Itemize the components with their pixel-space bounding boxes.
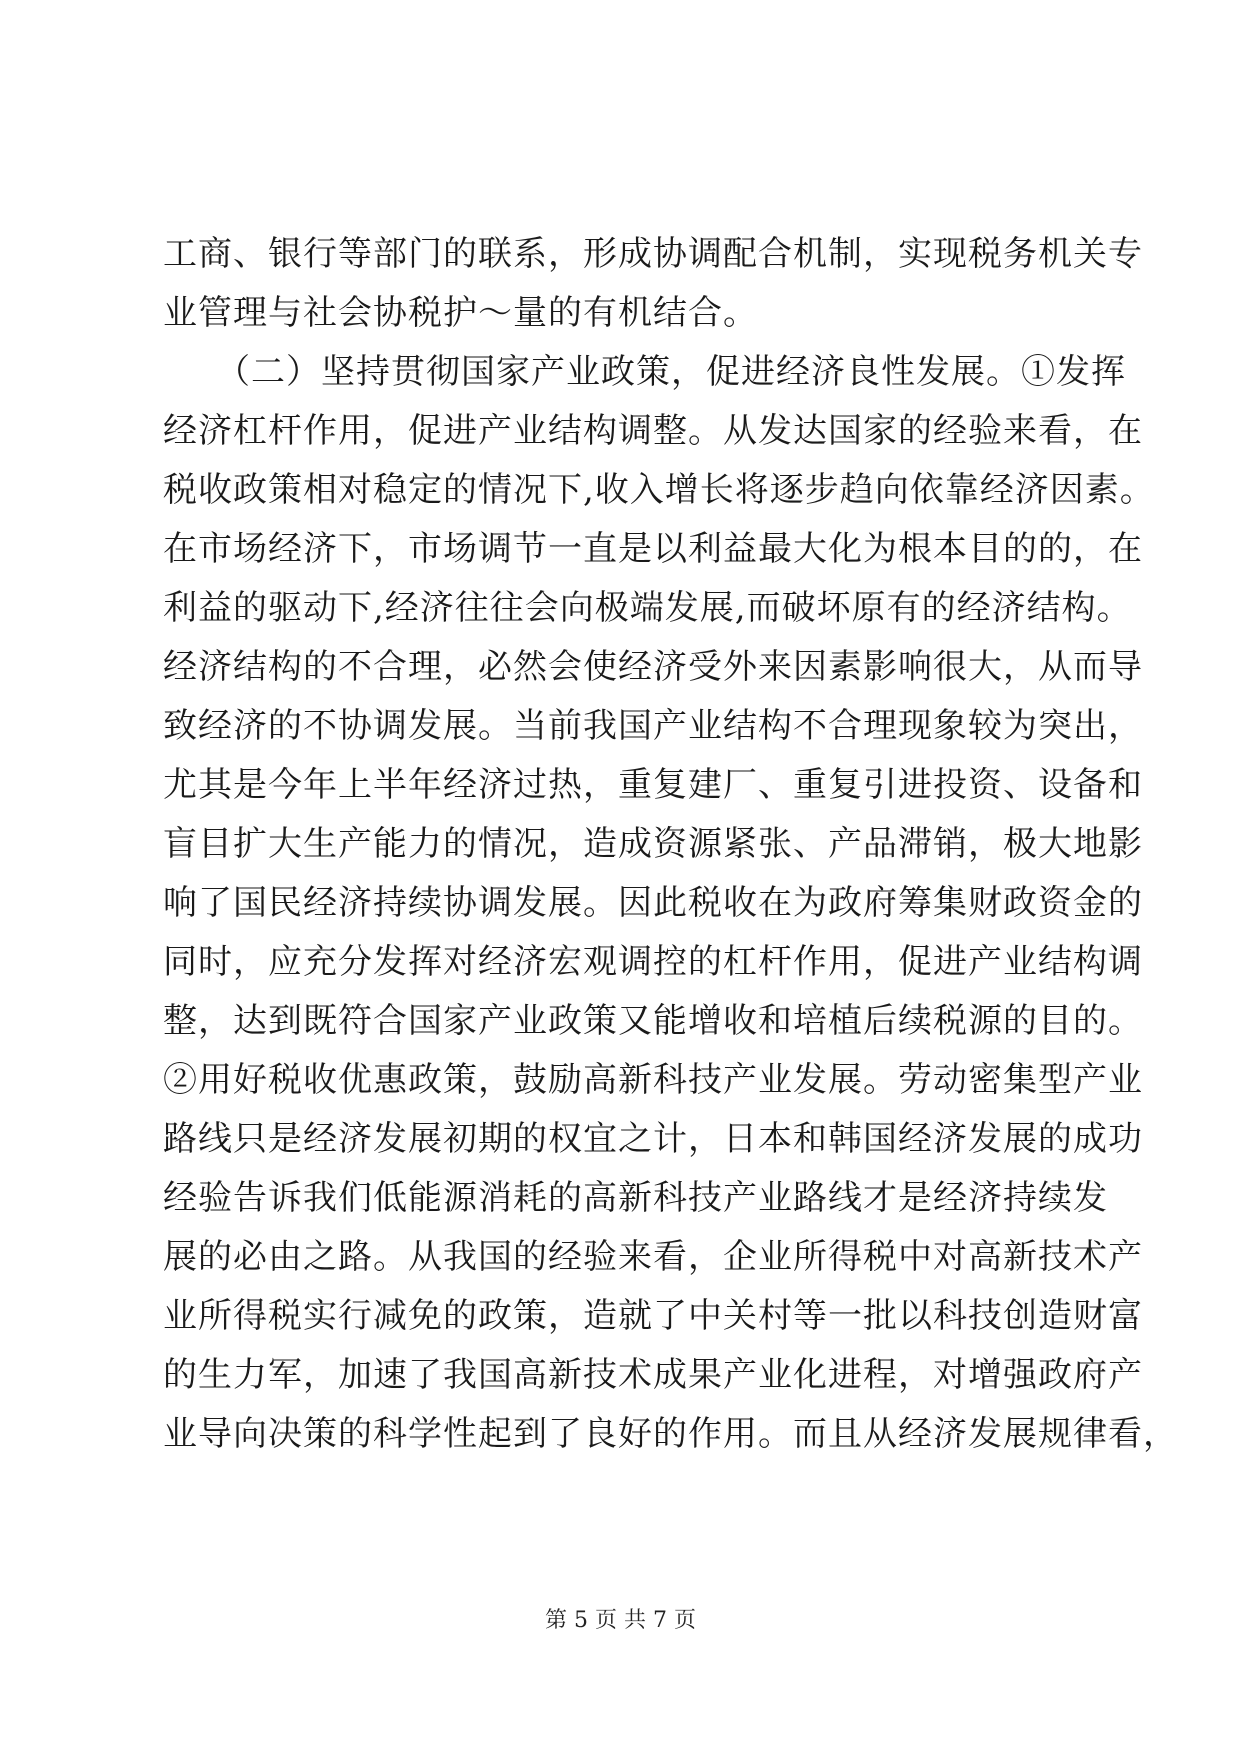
text-line: 业管理与社会协税护～量的有机结合。 <box>163 293 758 333</box>
text-line: 税收政策相对稳定的情况下,收入增长将逐步趋向依靠经济因素。 <box>163 470 1155 510</box>
text-line: 业导向决策的科学性起到了良好的作用。而且从经济发展规律看， <box>163 1414 1178 1454</box>
text-line: 响了国民经济持续协调发展。因此税收在为政府筹集财政资金的 <box>163 883 1143 923</box>
text-line: 盲目扩大生产能力的情况，造成资源紧张、产品滞销，极大地影 <box>163 824 1143 864</box>
text-line: 经验告诉我们低能源消耗的高新科技产业路线才是经济持续发 <box>163 1178 1108 1218</box>
text-line: 利益的驱动下,经济往往会向极端发展,而破坏原有的经济结构。 <box>163 588 1132 628</box>
text-line: 展的必由之路。从我国的经验来看，企业所得税中对高新技术产 <box>163 1237 1143 1277</box>
text-line: 致经济的不协调发展。当前我国产业结构不合理现象较为突出， <box>163 706 1143 746</box>
text-line: 在市场经济下，市场调节一直是以利益最大化为根本目的的，在 <box>163 529 1143 569</box>
body-text <box>163 225 1178 1464</box>
text-line: 路线只是经济发展初期的权宜之计，日本和韩国经济发展的成功 <box>163 1119 1143 1159</box>
text-line: 整，达到既符合国家产业政策又能增收和培植后续税源的目的。 <box>163 1001 1143 1041</box>
page-number-footer: 第 5 页 共 7 页 <box>545 1608 696 1633</box>
text-line: ②用好税收优惠政策，鼓励高新科技产业发展。劳动密集型产业 <box>163 1060 1143 1100</box>
text-line: 经济杠杆作用，促进产业结构调整。从发达国家的经验来看，在 <box>163 411 1143 451</box>
text-line: 工商、银行等部门的联系，形成协调配合机制，实现税务机关专 <box>163 234 1143 274</box>
text-line: 同时，应充分发挥对经济宏观调控的杠杆作用，促进产业结构调 <box>163 942 1143 982</box>
text-line: 的生力军，加速了我国高新技术成果产业化进程，对增强政府产 <box>163 1355 1143 1395</box>
text-line: 尤其是今年上半年经济过热，重复建厂、重复引进投资、设备和 <box>163 765 1143 805</box>
text-line: （二）坚持贯彻国家产业政策，促进经济良性发展。①发挥 <box>163 352 1126 392</box>
text-line: 经济结构的不合理，必然会使经济受外来因素影响很大，从而导 <box>163 647 1143 687</box>
text-line: 业所得税实行减免的政策，造就了中关村等一批以科技创造财富 <box>163 1296 1143 1336</box>
